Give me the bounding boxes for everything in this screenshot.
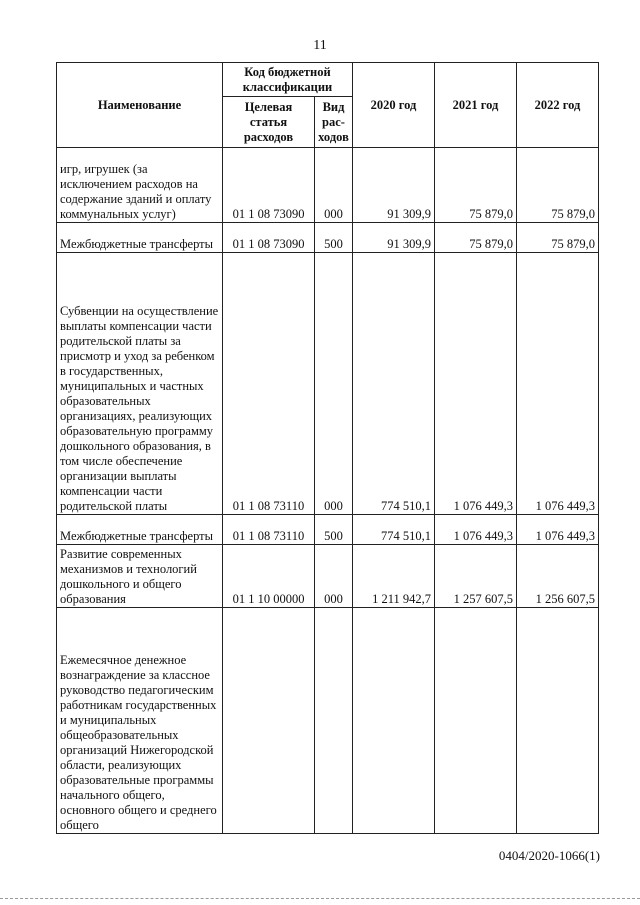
row-2020 [353, 608, 435, 834]
row-2020: 91 309,9 [353, 223, 435, 253]
document-id: 0404/2020-1066(1) [498, 848, 600, 863]
row-type: 000 [315, 545, 353, 608]
header-year-2021: 2021 год [435, 63, 517, 148]
header-code-group: Код бюджетной классификации [223, 63, 353, 97]
table-row [57, 223, 599, 253]
row-2021: 1 257 607,5 [435, 545, 517, 608]
header-year-2022: 2022 год [517, 63, 599, 148]
row-name: Развитие современных механизмов и технологий дошкольного и общего образования [57, 545, 223, 608]
row-name: Субвенции на осуществление выплаты компенсации части родительской платы за присмотр и уход за ребенком в государственных, муниципальных и частных образовательных организациях, реализующих образовательную программу дошкольного образования, в том числе обеспечение организации выплаты компенсации части родительской платы [57, 253, 223, 515]
table-row [57, 148, 599, 223]
row-type: 000 [315, 253, 353, 515]
row-name: Ежемесячное денежное вознаграждение за классное руководство педагогическим работникам государственных и муниципальных общеобразовательных организаций Нижегородской области, реализующих образовательные программы начального общего, основного общего и среднего общего [57, 608, 223, 834]
row-2022: 1 076 449,3 [517, 253, 599, 515]
row-type: 000 [315, 148, 353, 223]
budget-table [56, 62, 599, 834]
row-2022: 1 076 449,3 [517, 515, 599, 545]
row-2021: 75 879,0 [435, 148, 517, 223]
row-name: Межбюджетные трансферты [57, 515, 223, 545]
table-row [57, 608, 599, 834]
header-name: Наименование [57, 63, 223, 148]
row-name: игр, игрушек (за исключением расходов на содержание зданий и оплату коммунальных услуг) [57, 148, 223, 223]
row-2022: 75 879,0 [517, 148, 599, 223]
bottom-divider [0, 898, 640, 899]
row-2020: 1 211 942,7 [353, 545, 435, 608]
header-target-article: Целевая статья расходов [223, 97, 315, 148]
header-expense-type: Вид рас-ходов [315, 97, 353, 148]
table-row [57, 545, 599, 608]
row-2020: 774 510,1 [353, 253, 435, 515]
row-2020: 91 309,9 [353, 148, 435, 223]
row-2022 [517, 608, 599, 834]
row-code: 01 1 10 00000 [223, 545, 315, 608]
row-2021: 75 879,0 [435, 223, 517, 253]
row-type: 500 [315, 515, 353, 545]
row-code: 01 1 08 73090 [223, 223, 315, 253]
row-code [223, 608, 315, 834]
row-code: 01 1 08 73110 [223, 253, 315, 515]
header-year-2020: 2020 год [353, 63, 435, 148]
row-code: 01 1 08 73090 [223, 148, 315, 223]
row-2022: 75 879,0 [517, 223, 599, 253]
row-2021 [435, 608, 517, 834]
row-code: 01 1 08 73110 [223, 515, 315, 545]
row-2021: 1 076 449,3 [435, 253, 517, 515]
page-number: 11 [313, 38, 327, 53]
table-row [57, 253, 599, 515]
row-type [315, 608, 353, 834]
row-2021: 1 076 449,3 [435, 515, 517, 545]
table-row [57, 515, 599, 545]
row-2020: 774 510,1 [353, 515, 435, 545]
row-2022: 1 256 607,5 [517, 545, 599, 608]
row-name: Межбюджетные трансферты [57, 223, 223, 253]
row-type: 500 [315, 223, 353, 253]
